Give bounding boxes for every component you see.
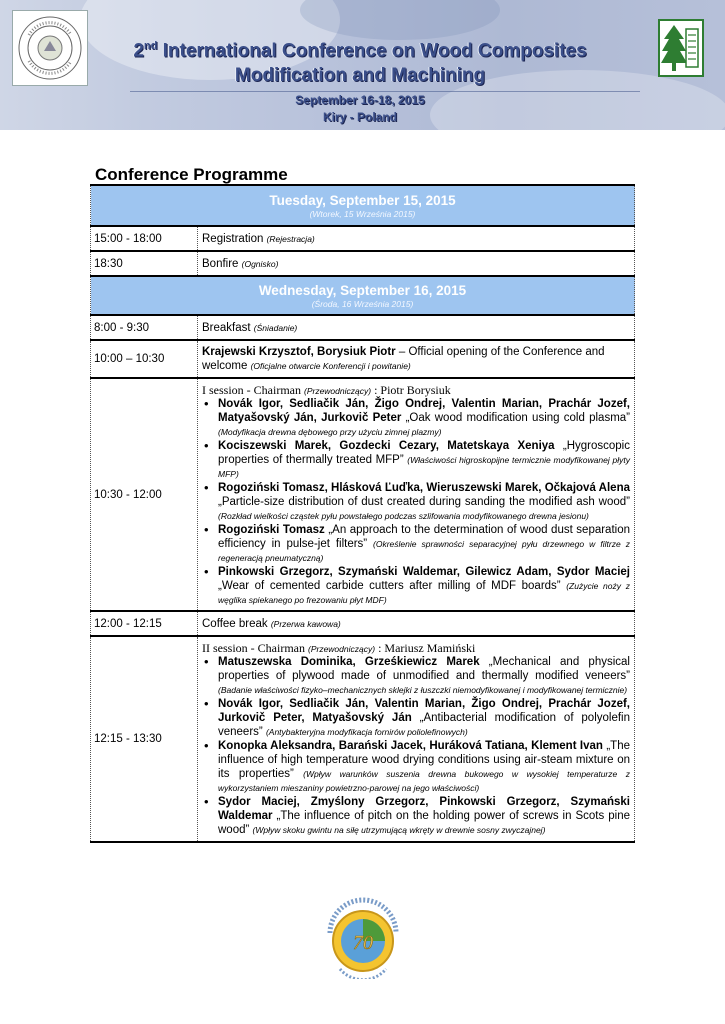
table-row	[91, 226, 635, 251]
programme-title: Conference Programme	[95, 165, 288, 184]
conference-title-line1: 2nd International Conference on Wood Composites	[133, 40, 587, 62]
day-header-row	[91, 185, 635, 226]
table-row	[91, 378, 635, 611]
time-cell: 18:30	[91, 251, 198, 276]
session-cell	[198, 378, 635, 611]
time-cell: 10:30 - 12:00	[91, 378, 198, 611]
session-cell	[198, 636, 635, 842]
event-cell: Registration (Rejestracja)	[198, 226, 635, 251]
list-item: • Novák Igor, Sedliačik Ján, Žigo Ondrej, Valentin Marian, Prachár Jozef, Matyašovský Ján, Jurkovič Peter „Oak wood modification using cold plasma” (Modyfikacja drewna dębowego przy użyciu zimnej plazmy)	[202, 397, 630, 439]
talk-list	[202, 655, 630, 837]
event-cell: Krajewski Krzysztof, Borysiuk Piotr – Official opening of the Conference and welcome (Oficjalne otwarcie Konferencji i powitanie)	[198, 340, 635, 378]
day-header	[91, 185, 635, 226]
event-cell: Coffee break (Przerwa kawowa)	[198, 611, 635, 636]
conference-dates: September 16-18, 2015	[295, 93, 425, 107]
day-header	[91, 276, 635, 315]
time-cell: 10:00 – 10:30	[91, 340, 198, 378]
session-chairman: I session - Chairman (Przewodniczący) : Piotr Borysiuk	[202, 383, 451, 397]
list-item: • Rogoziński Tomasz „An approach to the determination of wood dust separation efficiency in pulse-jet filters” (Określenie sprawności separacyjnej pyłu drzewnego w filtrze z regeneracją pneumatyczną)	[202, 523, 630, 565]
university-seal-icon	[12, 10, 88, 86]
list-item: • Pinkowski Grzegorz, Szymański Waldemar, Gilewicz Adam, Sydor Maciej „Wear of cemented carbide cutters after milling of MDF boards” (Zużycie noży z węglika spiekanego po frezowaniu płyt MDF)	[202, 565, 630, 607]
talk-list	[202, 397, 630, 607]
table-row	[91, 636, 635, 842]
table-row	[91, 251, 635, 276]
banner-divider	[130, 91, 640, 92]
list-item: • Kociszewski Marek, Gozdecki Cezary, Matetskaya Xeniya „Hygroscopic properties of thermally treated MFP” (Właściwości higroskopijne termicznie modyfikowanej płyty MFP)	[202, 439, 630, 481]
table-row	[91, 611, 635, 636]
list-item: • Rogoziński Tomasz, Hlásková Ľuďka, Wieruszewski Marek, Očkajová Alena „Particle-size distribution of dust created during sanding the modified ash wood” (Rozkład wielkości cząstek pyłu powstałego podczas szlifowania modyfikowanego drewna jesionu)	[202, 481, 630, 523]
table-row	[91, 315, 635, 340]
programme-table	[90, 184, 635, 843]
day-name: Tuesday, September 15, 2015	[269, 192, 456, 208]
list-item: • Sydor Maciej, Zmyślony Grzegorz, Pinkowski Grzegorz, Szymański Waldemar „The influence of pitch on the holding power of screws in Scots pine wood” (Wpływ skoku gwintu na siłę utrzymującą wkręty w drewnie sosny zwyczajnej)	[202, 795, 630, 837]
list-item: • Matuszewska Dominika, Grześkiewicz Marek „Mechanical and physical properties of plywood made of unmodified and thermally modified veneers” (Badanie właściwości fizyko–mechanicznych sklejki z łuszczki niemodyfikowanej i modyfikowanej termicznie)	[202, 655, 630, 697]
day-name: Wednesday, September 16, 2015	[258, 282, 467, 298]
list-item: • Konopka Aleksandra, Barański Jacek, Huráková Tatiana, Klement Ivan „The influence of high temperature wood drying conditions using air-steam mixture on its properties” (Wpływ warunków suszenia drewna bukowego w wysokiej temperaturze z wykorzystaniem mieszaniny powietrzno-parowej na jego właściwości)	[202, 739, 630, 795]
session-chairman: II session - Chairman (Przewodniczący) : Mariusz Mamiński	[202, 641, 476, 655]
faculty-anniversary-emblem-icon	[322, 893, 404, 979]
tree-logo-icon	[658, 19, 704, 77]
conference-location: Kiry - Poland	[322, 110, 397, 124]
time-cell: 15:00 - 18:00	[91, 226, 198, 251]
time-cell: 12:15 - 13:30	[91, 636, 198, 842]
table-row	[91, 340, 635, 378]
time-cell: 8:00 - 9:30	[91, 315, 198, 340]
conference-title-line2: Modification and Machining	[234, 65, 486, 86]
day-header-row	[91, 276, 635, 315]
day-name-polish: (Wtorek, 15 Września 2015)	[309, 208, 416, 219]
svg-text:70: 70	[353, 932, 373, 954]
event-cell: Bonfire (Ognisko)	[198, 251, 635, 276]
day-name-polish: (Środa, 16 Września 2015)	[311, 298, 414, 309]
list-item: • Novák Igor, Sedliačik Ján, Valentin Marian, Žigo Ondrej, Prachár Jozef, Jurkovič Peter, Matyašovský Ján „Antibacterial modification of polyolefin veneers” (Antybakteryjna modyfikacja fornirów poliolefinowych)	[202, 697, 630, 739]
header-banner	[0, 0, 725, 130]
event-cell: Breakfast (Śniadanie)	[198, 315, 635, 340]
time-cell: 12:00 - 12:15	[91, 611, 198, 636]
